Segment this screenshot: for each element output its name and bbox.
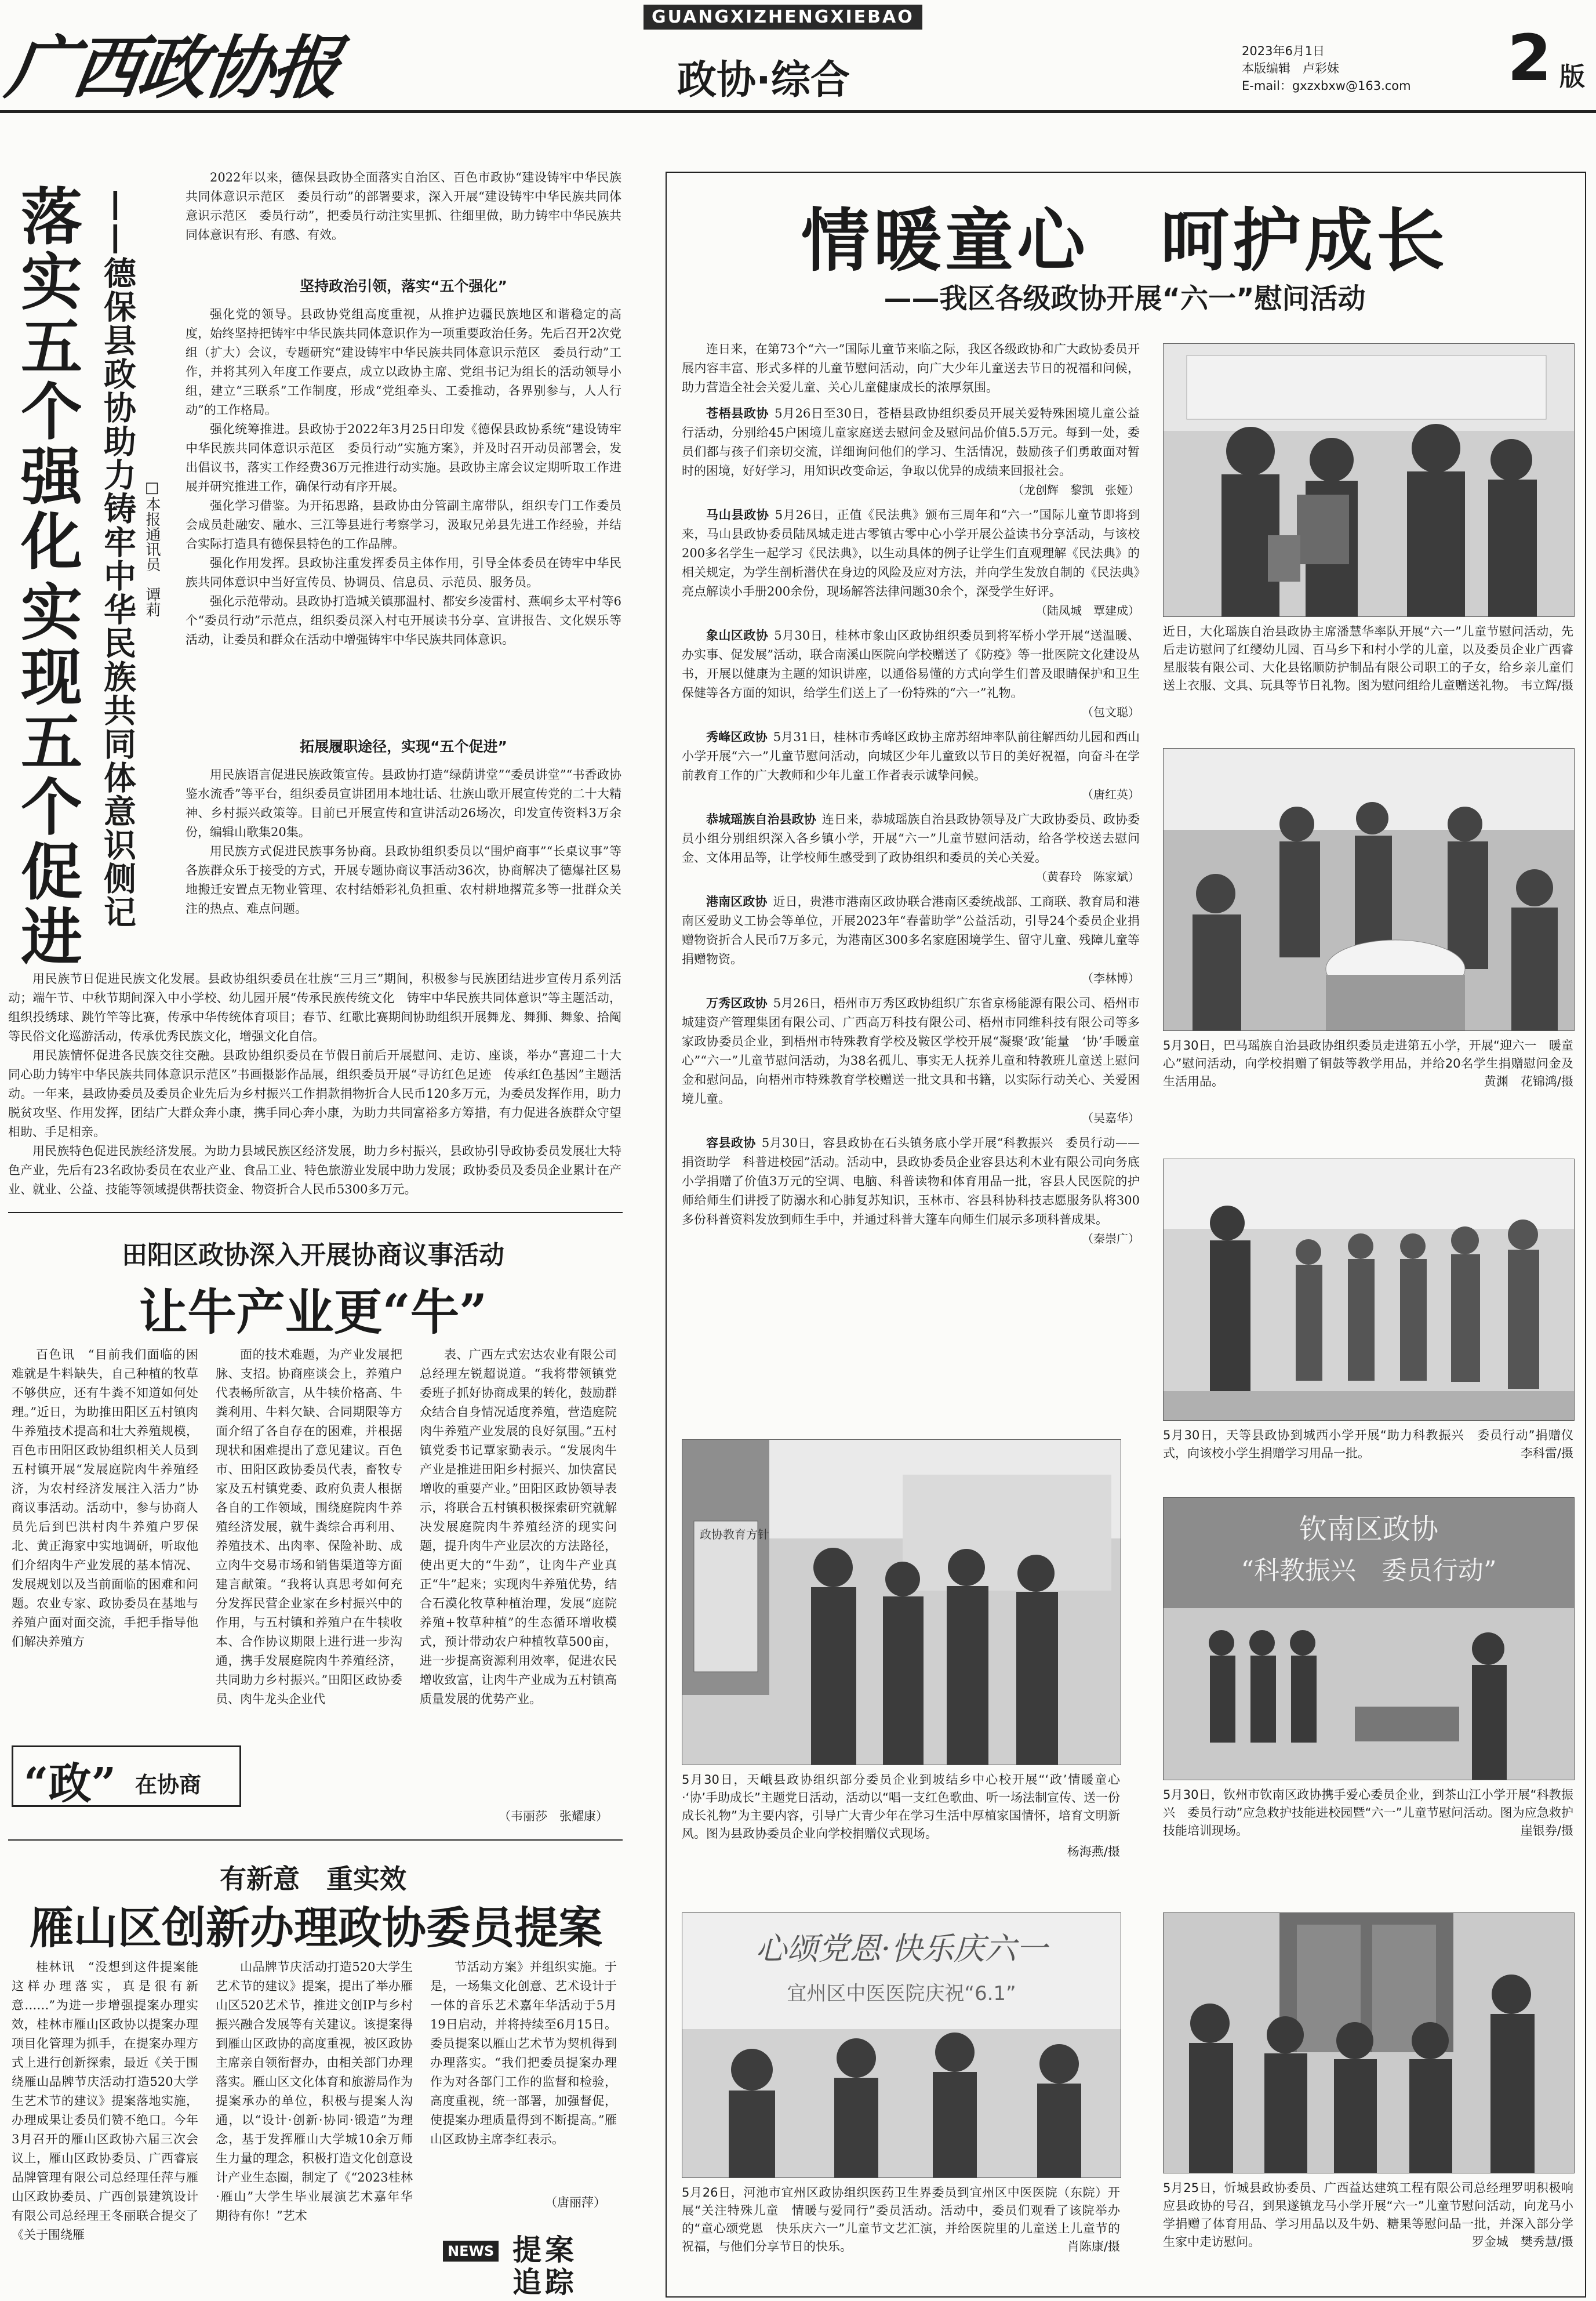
badge-big: “政”	[24, 1759, 117, 1809]
feature-item-body: 近日，贵港市港南区政协联合港南区委统战部、工商联、教育局和港南区爱助义工协会等单位，开展2023年“春蕾助学”公益活动，引导24个委员企业捐赠物资折合人民币7万多元，为港南区300多名家庭困境学生、留守儿童、残障儿童等捐赠物资。	[682, 895, 1140, 966]
lead-headline-2: 实现五个促进	[11, 580, 82, 970]
feature-item	[682, 506, 1140, 620]
tiandeng-image	[1164, 1159, 1574, 1420]
feature-item-body: 5月26日至30日，苍梧县政协组织委员开展关爱特殊困境儿童公益行活动，分别给45户困境儿童家庭送去慰问金及慰问品价值5.5万元。每到一处，委员们都与孩子们亲切交流，详细询问他们的学习、生活情况，鼓励孩子们勇敢面对暂时的困境，好好学习，用知识改变命运，争取以优异的成绩来回报社会。	[682, 407, 1140, 478]
yizhou-image	[682, 1913, 1121, 2177]
cattle-kicker: 田阳区政协深入开展协商议事活动	[122, 1240, 504, 1270]
feature-item	[682, 810, 1140, 887]
news-badge	[443, 2227, 617, 2299]
caption-dahua: 近日，大化瑶族自治县政协主席潘慧华率队开展“六一”儿童节慰问活动，先后走访慰问了红缨幼儿园、百马乡下和村小学的儿童，以及委员企业广西睿星服装有限公司、大化县铭顺防护制品有限公司职工的子女，给乡亲儿童们送上衣服、文具、玩具等节日礼物。图为慰问组给儿童赠送礼物。 韦立辉/摄	[1163, 625, 1573, 692]
feature-item-text	[682, 404, 1140, 481]
left-divider-1	[8, 1212, 623, 1213]
yanshan-col-3: 节活动方案》并组织实施。于是，一场集文化创意、艺术设计于一体的音乐艺术嘉年华活动于5月19日启动，并将持续至6月15日。委员提案以雁山艺术节为契机得到办理落实。“我们把委员提案办理作为对各部门工作的监督和检验，高度重视，统一部署，加强督促，使提案办理质量得到不断提高。”雁山区政协主席李红表示。	[430, 1960, 617, 2146]
feature-item-lead: 万秀区政协	[706, 996, 768, 1010]
qinnan-banner-1: 钦南区政协	[1299, 1513, 1439, 1545]
feature-item-byline: （陆凤城 覃建成）	[1035, 604, 1140, 618]
caption-tiandeng: 5月30日，天等县政协到城西小学开展“助力科教振兴 委员行动”捐赠仪式，向该校小学生捐赠学习用品一批。 李科雷/摄	[1163, 1428, 1573, 1460]
cattle-headline: 让牛产业更“牛”	[139, 1283, 488, 1341]
news-tag: NEWS	[443, 2241, 499, 2262]
feature-text: 连日来，在第73个“六一”国际儿童节来临之际，我区各级政协和广大政协委员开展内容丰富、形式多样的儿童节慰问活动，向广大少年儿童送去节日的祝福和问候，助力营造全社会关爱儿童、关心儿童健康成长的浓厚氛围。 苍梧县政协 5月26日至30日，苍梧县政协组织委员开展关爱特殊困境儿童公益行活动，分别给45户困境儿童家庭送去慰问金及慰问品价值5.5万元。每到一处，委员们都与孩子们亲切交流，详细询问他们的学习、生活情况，鼓励孩子们勇敢面对暂时的困境，好好学习，用知识改变命运，争取以优异的成绩来回报社会。 （龙创辉 黎凯 张娅） 马山县政协 5月26日，正值《民法典》颁布三周年和“六一”国际儿童节即将到来，马山县政协委员陆凤城走进古零镇古零中心小学开展公益读书分享活动，与该校200多名学生一起学习《民法典》，以生动具体的例子让学生们直观理解《民法典》的相关规定，为学生剖析潜伏在身边的风险及应对方法，并向学生发放自制的《民法典》亮点解读小手册200余份，现场解答法律问题30余个，深受学生好评。 （陆凤城 覃建成） 象山区政协 5月30日，桂林市象山区政协组织委员到将军桥小学开展“送温暖、办实事、促发展”活动，联合南溪山医院向学校赠送了《防疫》等一批医院文化建设丛书，开展以健康为主题的知识讲座，以通俗易懂的方式向学生们普及眼睛保护和卫生保健等各方面的知识，给学生们送上了一份特殊的“六一”礼物。 （包文聪） 秀峰区政协 5月31日，桂林市秀峰区政协主席苏绍坤率队前往解西幼儿园和西山小学开展“六一”儿童节慰问活动，向城区少年儿童致以节日的美好祝福，向奋斗在学前教育工作的广大教师和少年儿童工作者表示诚挚问候。 （唐红英） 恭城瑶族自治县政协 连日来，恭城瑶族自治县政协领导及广大政协委员、政协委员小组分别组织深入各乡镇小学，开展“六一”儿童节慰问活动，给各学校送去慰问金、文体用品等，让学校师生感受到了政协组织和委员的关心关爱。 （黄春玲 陈家斌） 港南区政协 近日，贵港市港南区政协联合港南区委统战部、工商联、教育局和港南区爱助义工协会等单位，开展2023年“春蕾助学”公益活动，引导24个委员企业捐赠物资折合人民币7万多元，为港南区300多名家庭困境学生、留守儿童、残障儿童等捐赠物资。 （李林博） 万秀区政协 5月26日，梧州市万秀区政协组织广东省京杨能源有限公司、梧州市城建资产管理集团有限公司、广西高万科技有限公司、梧州市同维科技有限公司等多家政协委员企业，到梧州市特殊教育学校及鞍区学校开展“凝聚‘政’能量 ‘协’手暖童心”“六一”儿童节慰问活动，为38名孤儿、事实无人抚养儿童和特教班儿童送上慰问金和慰问品，向梧州市特殊教育学校赠送一批文具和书籍，以实际行动关心、关爱困境儿童。 （吴嘉华） 容县政协 5月30日，容县政协在石头镇务底小学开展“科教振兴 委员行动——捐资助学 科普进校园”活动。活动中，县政协委员企业容县达利木业有限公司向务底小学捐赠了价值3万元的空调、电脑、科普读物和体育用品一批，容县人民医院的护师给师生们讲授了防溺水和心肺复苏知识，玉林市、容县科协科技志愿服务队将300多份科普资料发放到师生手中，并通过科普大篷车向师生们展示多项科普成果。 （秦崇广）	[682, 340, 1140, 1254]
feature-item-body: 5月31日，桂林市秀峰区政协主席苏绍坤率队前往解西幼儿园和西山小学开展“六一”儿童节慰问活动，向城区少年儿童致以节日的美好祝福，向奋斗在学前教育工作的广大教师和少年儿童工作者表示诚挚问候。	[682, 730, 1140, 782]
photo-tiane	[682, 1439, 1121, 1765]
logo-pinyin: GUANGXIZHENGXIEBAO	[644, 5, 922, 30]
lead-subhead-a: 坚持政治引领，落实“五个强化”	[300, 278, 507, 295]
feature-item	[682, 994, 1140, 1128]
yizhou-banner-2: 宜州区中医医院庆祝“6.1”	[787, 1982, 1016, 2005]
feature-item-lead: 象山区政协	[706, 629, 769, 643]
yanshan-col-1: 桂林讯 “没想到这件提案能这样办理落实，真是很有新意……”为进一步增强提案办理实效，桂林市雁山区政协以提案办理项目化管理为抓手，在提案办理方式上进行创新探索，最近《关于围绕雁山品牌节庆活动打造520大学生艺术节的建议》提案落地实施，办理成果让委员们赞不绝口。今年3月召开的雁山区政协六届三次会议上，雁山区政协委员、广西睿宸品牌管理有限公司总经理任萍与雁山区政协委员、广西创景建筑设计有限公司总经理王冬丽联合提交了《关于围绕雁	[12, 1960, 198, 2242]
xincheng-image	[1164, 1913, 1574, 2173]
feature-item-lead: 容县政协	[706, 1136, 756, 1150]
badge-small: 在协商	[135, 1772, 202, 1798]
section-title: 政协·综合	[677, 57, 850, 103]
feature-item	[682, 728, 1140, 804]
feature-item-byline: （龙创辉 黎凯 张娅）	[1012, 483, 1140, 497]
feature-item-body: 连日来，恭城瑶族自治县政协领导及广大政协委员、政协委员小组分别组织深入各乡镇小学，开展“六一”儿童节慰问活动，给各学校送去慰问金、文体用品等，让学校师生感受到了政协组织和委员的关心关爱。	[682, 812, 1140, 865]
feature-item-text	[682, 626, 1140, 703]
masthead-rule	[0, 110, 1596, 113]
photo-qinnan	[1163, 1497, 1575, 1780]
feature-item-text	[682, 1134, 1140, 1229]
news-line-2: 追踪	[512, 2266, 577, 2299]
feature-item-lead: 港南区政协	[706, 895, 768, 909]
caption-tiane: 5月30日，天峨县政协组织部分委员企业到坡结乡中心校开展“‘政’情暖童心·‘协’手助成长”主题党日活动，活动以“唱一支红色歌曲、听一场法制宣传、送一份成长礼物”为主要内容，引导广大青少年在学习生活中厚植家国情怀，培育文明新风。图为县政协委员企业向学校捐赠仪式现场。 杨海燕/摄	[682, 1773, 1120, 1859]
cattle-credit: （韦丽莎 张耀康）	[499, 1807, 608, 1824]
news-line-1: 提案	[512, 2233, 577, 2267]
feature-item-byline: （唐红英）	[1082, 787, 1140, 801]
feature-item-text	[682, 892, 1140, 969]
column-badge	[12, 1745, 241, 1807]
feature-subhead: ——我区各级政协开展“六一”慰问活动	[884, 282, 1366, 315]
newspaper-logo: 广西政协报	[1, 27, 344, 108]
lead-byline: □本报通讯员 谭莉	[143, 479, 161, 617]
yanshan-credit: （唐丽萍）	[545, 2193, 606, 2211]
photo-tiandeng	[1163, 1159, 1575, 1421]
lead-paras-b-2: 用民族节日促进民族文化发展。县政协组织委员在壮族“三月三”期间，积极参与民族团结进步宣传月系列活动；端午节、中秋节期间深入中小学校、幼儿园开展“传承民族传统文化 铸牢中华民族共同体意识”等主题活动，组织投绣球、跳竹竿等比赛，传承中华传统体育项目；春节、红歌比赛期间协助组织开展舞龙、舞狮、舞象、拾阄等民俗文化巡游活动，传承优秀民族文化，增强文化自信。 用民族情怀促进各民族交往交融。县政协组织委员在节假日前后开展慰问、走访、座谈，举办“喜迎二十大 同心助力铸牢中华民族共同体意识示范区”书画摄影作品展，组织委员开展“寻访红色足迹 传承红色基因”主题活动。一年来，县政协委员及委员企业先后为乡村振兴工作捐款捐物折合人民币120多万元，为委员发挥作用，助力脱贫攻坚、作用发挥，团结广大群众奔小康，携手同心奔小康，为助力共同富裕多方筹措，有力促进各族群众守望相助、手足相亲。 用民族特色促进民族经济发展。为助力县域民族区经济发展，助力乡村振兴，县政协引导政协委员发展壮大特色产业，先后有23名政协委员在农业产业、食品工业、特色旅游业发展中助力发展；政协委员及委员企业累计在产业、就业、公益、技能等领域提供帮扶资金、物资折合人民币5300多万元。	[8, 972, 634, 1196]
page-editor: 本版编辑 卢彩妹	[1242, 61, 1339, 75]
page-number: 2	[1507, 21, 1552, 95]
photo-bama	[1163, 748, 1575, 1031]
yizhou-banner-1: 心颂党恩·快乐庆六一	[755, 1930, 1048, 1967]
photo-xincheng	[1163, 1912, 1575, 2173]
left-divider-2	[8, 1839, 623, 1841]
feature-item	[682, 404, 1140, 500]
feature-item-body: 5月26日，正值《民法典》颁布三周年和“六一”国际儿童节即将到来，马山县政协委员陆凤城走进古零镇古零中心小学开展公益读书分享活动，与该校200多名学生一起学习《民法典》，以生动具体的例子让学生们直观理解《民法典》的相关规定，为学生剖析潜伏在身边的风险及应对方法，并向学生发放自制的《民法典》亮点解读小手册200余份，现场解答法律问题30余个，深受学生好评。	[682, 508, 1140, 598]
feature-item	[682, 1134, 1140, 1249]
feature-item-body: 5月30日，容县政协在石头镇务底小学开展“科教振兴 委员行动——捐资助学 科普进校园”活动。活动中，县政协委员企业容县达利木业有限公司向务底小学捐赠了价值3万元的空调、电脑、科普读物和体育用品一批，容县人民医院的护师给师生们讲授了防溺水和心肺复苏知识，玉林市、容县科协科技志愿服务队将300多份科普资料发放到师生手中，并通过科普大篷车向师生们展示多项科普成果。	[682, 1136, 1140, 1226]
yanshan-kicker: 有新意 重实效	[220, 1863, 406, 1894]
feature-item-byline: （秦崇广）	[1082, 1232, 1140, 1246]
lead-intro: 2022年以来，德保县政协全面落实自治区、百色市政协“建设铸牢中华民族共同体意识示范区 委员行动”的部署要求，深入开展“建设铸牢中华民族共同体意识示范区 委员行动”，把委员行动注实里抓、往细里做，助力铸牢中华民族共同体意识有形、有感、有效。	[186, 170, 621, 242]
tiane-image	[682, 1440, 1121, 1765]
caption-xincheng: 5月25日，忻城县政协委员、广西益达建筑工程有限公司总经理罗明积极响应县政协的号召，到果遂镇龙马小学开展“六一”儿童节慰问活动，向龙马小学捐赠了体育用品、学习用品以及牛奶、糖果等慰问品一批，并深入部分学生家中走访慰问。 罗金城 樊秀慧/摄	[1163, 2181, 1573, 2249]
feature-item-byline: （黄春玲 陈家斌）	[1035, 870, 1140, 884]
cattle-col-3: 表、广西左式宏达农业有限公司总经理左锐超说道。“我将带领镇党委班子抓好协商成果的转化，鼓励群众结合自身情况适度养殖，营造庭院肉牛养殖产业发展的良好氛围。”五村镇党委书记覃家勤表示。“发展肉牛产业是推进田阳乡村振兴、加快富民增收的重要产业。”田阳区政协领导表示，将联合五村镇积极探索研究就解决发展庭院肉牛养殖经济的现实问题，提升肉牛产业层次的方法路径，使出更大的“牛劲”，让肉牛产业真正“牛”起来；实现肉牛养殖优势，结合石漠化牧草种植治理，发展“庭院养殖+牧草种植”的生态循环增收模式，预计带动农户种植牧草500亩，进一步提高资源利用效率，促进农民增收致富，让肉牛产业成为五村镇高质量发展的优势产业。	[420, 1348, 617, 1706]
caption-bama: 5月30日，巴马瑶族自治县政协组织委员走进第五小学，开展“迎六一 暖童心”慰问活动，向学校捐赠了铜鼓等教学用品，并给20名学生捐赠慰问金及生活用品。 黄渊 花锦鸿/摄	[1163, 1039, 1573, 1088]
photo-yizhou	[682, 1912, 1121, 2178]
lead-subhead-b: 拓展履职途径，实现“五个促进”	[300, 738, 507, 755]
qinnan-image	[1164, 1498, 1574, 1780]
editor-email: E-mail：gxzxbxw@163.com	[1242, 79, 1411, 93]
tiane-board-text: 政协教育方针	[700, 1527, 769, 1541]
feature-item-lead: 恭城瑶族自治县政协	[706, 812, 816, 826]
feature-item	[682, 892, 1140, 988]
issue-date: 2023年6月1日	[1242, 44, 1325, 58]
feature-item-body: 5月26日，梧州市万秀区政协组织广东省京杨能源有限公司、梧州市城建资产管理集团有限公司、广西高万科技有限公司、梧州市同维科技有限公司等多家政协委员企业，到梧州市特殊教育学校及鞍区学校开展“凝聚‘政’能量 ‘协’手暖童心”“六一”儿童节慰问活动，为38名孤儿、事实无人抚养儿童和特教班儿童送上慰问金和慰问品，向梧州市特殊教育学校赠送一批文具和书籍，以实际行动关心、关爱困境儿童。	[682, 996, 1140, 1106]
dahua-image	[1164, 344, 1574, 616]
feature-items	[682, 404, 1140, 1249]
feature-item-text	[682, 994, 1140, 1109]
page-unit: 版	[1559, 62, 1585, 92]
feature-item-body: 5月30日，桂林市象山区政协组织委员到将军桥小学开展“送温暖、办实事、促发展”活动，联合南溪山医院向学校赠送了《防疫》等一批医院文化建设丛书，开展以健康为主题的知识讲座，以通俗易懂的方式向学生们普及眼睛保护和卫生保健等各方面的知识，给学生们送上了一份特殊的“六一”礼物。	[682, 629, 1140, 700]
lead-paras-b-1: 用民族语言促进民族政策宣传。县政协打造“绿荫讲堂”“委员讲堂”“书香政协 鉴水流香”等平台，组织委员宣讲团用本地壮话、壮族山歌开展宣传党的二十大精神、乡村振兴政策等。目前已开展宣传和宣讲活动26场次，印发宣传资料3万余份，编辑山歌集20集。 用民族方式促进民族事务协商。县政协组织委员以“围炉商事”“长桌议事”等各族群众乐于接受的方式，开展专题协商议事活动36次，协商解决了德爆社区易地搬迁安置点无物业管理、农村结婚彩礼负担重、农村耕地撂荒多等一批群众关注的热点、难点问题。	[186, 768, 634, 916]
qinnan-banner-2: “科教振兴 委员行动”	[1241, 1556, 1497, 1585]
feature-item-text	[682, 810, 1140, 868]
lead-paras-a: 强化党的领导。县政协党组高度重视，从推护边疆民族地区和谐稳定的高度，始终坚持把铸牢中华民族共同体意识作为一项重要政治任务。先后召开2次党组（扩大）会议，专题研究“建设铸牢中华民族共同体意识示范区 委员行动”工作，并将其列入年度工作要点，成立以政协主席、党组书记为组长的活动领导小组，建立“三联系”工作制度，形成“党组牵头、工委推动，各界别参与，人人行动”的工作格局。 强化统筹推进。县政协于2022年3月25日印发《德保县政协系统“建设铸牢中华民族共同体意识示范区 委员行动”实施方案》，并及时召开动员部署会，发出倡议书，落实工作经费36万元推进行动实施。县政协主席会议定期听取工作进展并研究推进工作，确保行动有序开展。 强化学习借鉴。为开拓思路，县政协由分管副主席带队，组织专门工作委员会成员赴融安、融水、三江等县进行考察学习，汲取兄弟县先进工作经验，并结合实际打造具有德保县特色的工作品牌。 强化作用发挥。县政协注重发挥委员主体作用，引导全体委员在铸牢中华民族共同体意识中当好宣传员、协调员、信息员、示范员、服务员。 强化示范带动。县政协打造城关镇那温村、都安乡凌雷村、燕峒乡太平村等6个“委员行动”示范点，组织委员深入村屯开展读书分享、宣讲报告、文化娱乐等活动，让委员和群众在活动中增强铸牢中华民族共同体意识。	[186, 307, 621, 647]
feature-item-byline: （包文聪）	[1082, 705, 1140, 719]
caption-qinnan: 5月30日，钦州市钦南区政协携手爱心委员企业，到茶山江小学开展“科教振兴 委员行动”应急救护技能进校园暨“六一”儿童节慰问活动。图为应急救护技能培训现场。 崖银券/摄	[1163, 1788, 1573, 1838]
masthead	[0, 0, 1596, 116]
feature-headline: 情暖童心 呵护成长	[801, 201, 1448, 281]
feature-item-lead: 苍梧县政协	[706, 407, 769, 420]
caption-yizhou: 5月26日，河池市宜州区政协组织医药卫生界委员到宜州区中医医院（东院）开展“关注特殊儿童 情暖与爱同行”委员活动。活动中，委员们观看了该院举办的“童心颂党恩 快乐庆六一”儿童节文艺汇演，并给医院里的儿童送上儿童节的祝福，与他们分享节日的快乐。 肖陈康/摄	[682, 2186, 1120, 2253]
bama-image	[1164, 749, 1574, 1030]
cattle-col-1: 百色讯 “目前我们面临的困难就是牛料缺失，自己种植的牧草不够供应，还有牛粪不知道如何处理。”近日，为助推田阳区五村镇肉牛养殖技术提高和壮大养殖规模，百色市田阳区政协组织相关人员到五村镇开展“发展庭院肉牛养殖经济，为农村经济发展注入活力”协商议事活动。活动中，参与协商人员先后到巴洪村肉牛养殖户罗保北、黄正海家中实地调研，听取他们介绍肉牛产业发展的基本情况、发展规划以及当前面临的困难和问题。农业专家、政协委员在基地与养殖户面对面交流，手把手指导他们解决养殖方	[12, 1348, 198, 1649]
feature-item-text	[682, 506, 1140, 601]
lead-headline-1: 落实五个强化	[11, 184, 82, 574]
cattle-col-2: 面的技术难题，为产业发展把脉、支招。协商座谈会上，养殖户代表畅所欲言，从牛犊价格高、牛粪利用、牛料欠缺、合同期限等方面介绍了各自存在的困难，并根据现状和困难提出了意见建议。百色市、田阳区政协委员代表，畜牧专家及五村镇党委、政府负责人根据各自的工作领域，围绕庭院肉牛养殖经济发展，就牛粪综合再利用、养殖技术、出肉率、保险补助、成立肉牛交易市场和销售渠道等方面建言献策。“我将认真思考如何充分发挥民营企业家在乡村振兴中的作用，与五村镇和养殖户在牛犊收本、合作协议期限上进行进一步沟通，携手发展庭院肉牛养殖经济，共同助力乡村振兴。”田阳区政协委员、肉牛龙头企业代	[216, 1348, 402, 1706]
feature-item-lead: 马山县政协	[706, 508, 769, 522]
feature-item-text	[682, 728, 1140, 785]
lead-subhead: ——德保县政协助力铸牢中华民族共同体意识侧记	[99, 189, 137, 929]
feature-item-byline: （李林博）	[1082, 971, 1140, 985]
yanshan-headline: 雁山区创新办理政协委员提案	[30, 1902, 602, 1954]
feature-item	[682, 626, 1140, 722]
feature-item-lead: 秀峰区政协	[706, 730, 768, 744]
feature-item-byline: （吴嘉华）	[1082, 1111, 1140, 1125]
yanshan-col-2: 山品牌节庆活动打造520大学生艺术节的建议》提案，提出了举办雁山区520艺术节，推进文创IP与乡村振兴融合发展等有关建议。该提案得到雁山区政协的高度重视，被区政协主席亲自领衔督办，由相关部门办理落实。雁山区文化体育和旅游局作为提案承办的单位，积极与提案人沟通，以“设计·创新·协同·锻造”为理念，基于发挥雁山大学城10余万师生力量的理念，积极打造文化创意设计产业生态圈，制定了《“2023桂林·雁山”大学生毕业展演艺术嘉年华 期待有你！”艺术	[216, 1960, 425, 2223]
photo-dahua	[1163, 343, 1575, 617]
